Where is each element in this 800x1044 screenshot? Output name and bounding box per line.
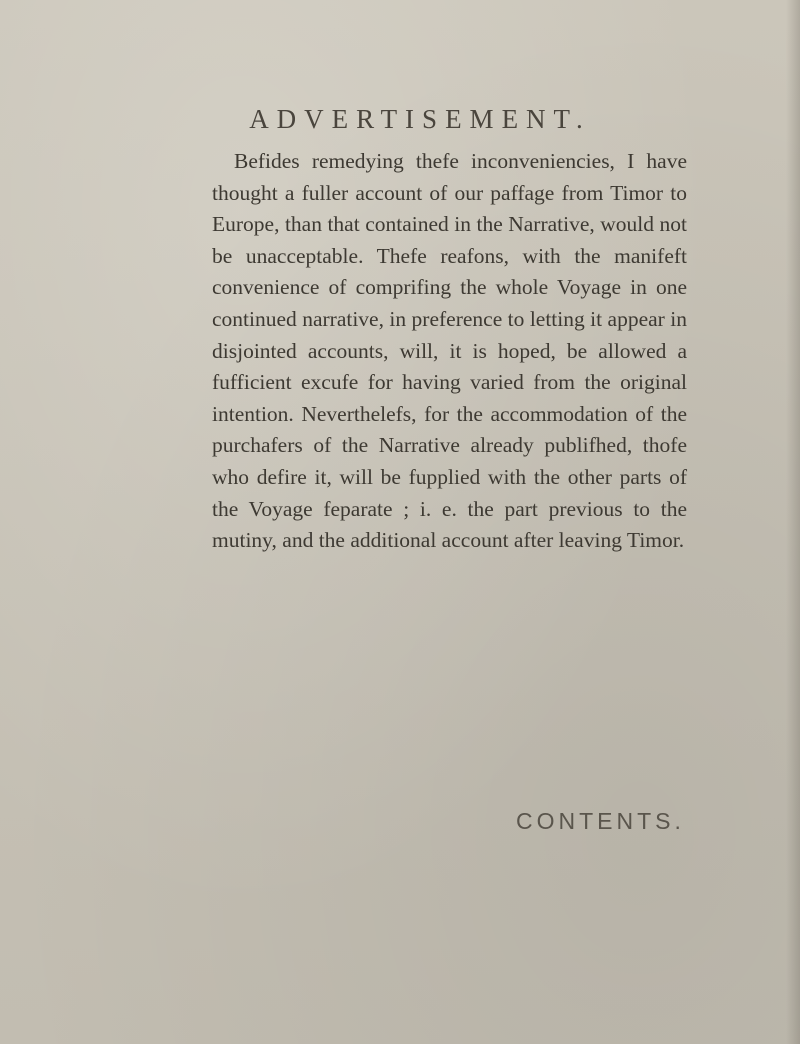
advertisement-body [212,146,687,557]
body-paragraph: Befides remedying thefe inconveniencies, I have thought a fuller account of our paffage from Timor to Europe, than that contained in the Narrative, would not be unacceptable. Thefe reafons, with the manifeft convenience of comprifing the whole Voyage in one continued narrative, in preference to letting it appear in disjointed accounts, will, it is hoped, be allowed a fufficient excufe for having varied from the original intention. Neverthelefs, for the accommodation of the purchafers of the Narrative already publifhed, thofe who defire it, will be fupplied with the other parts of the Voyage feparate ; i. e. the part previous to the mutiny, and the additional account after leaving Timor. [212,149,687,553]
page-edge-shadow [786,0,800,1044]
page-title: ADVERTISEMENT. [249,104,591,134]
contents-heading: CONTENTS. [516,808,685,834]
